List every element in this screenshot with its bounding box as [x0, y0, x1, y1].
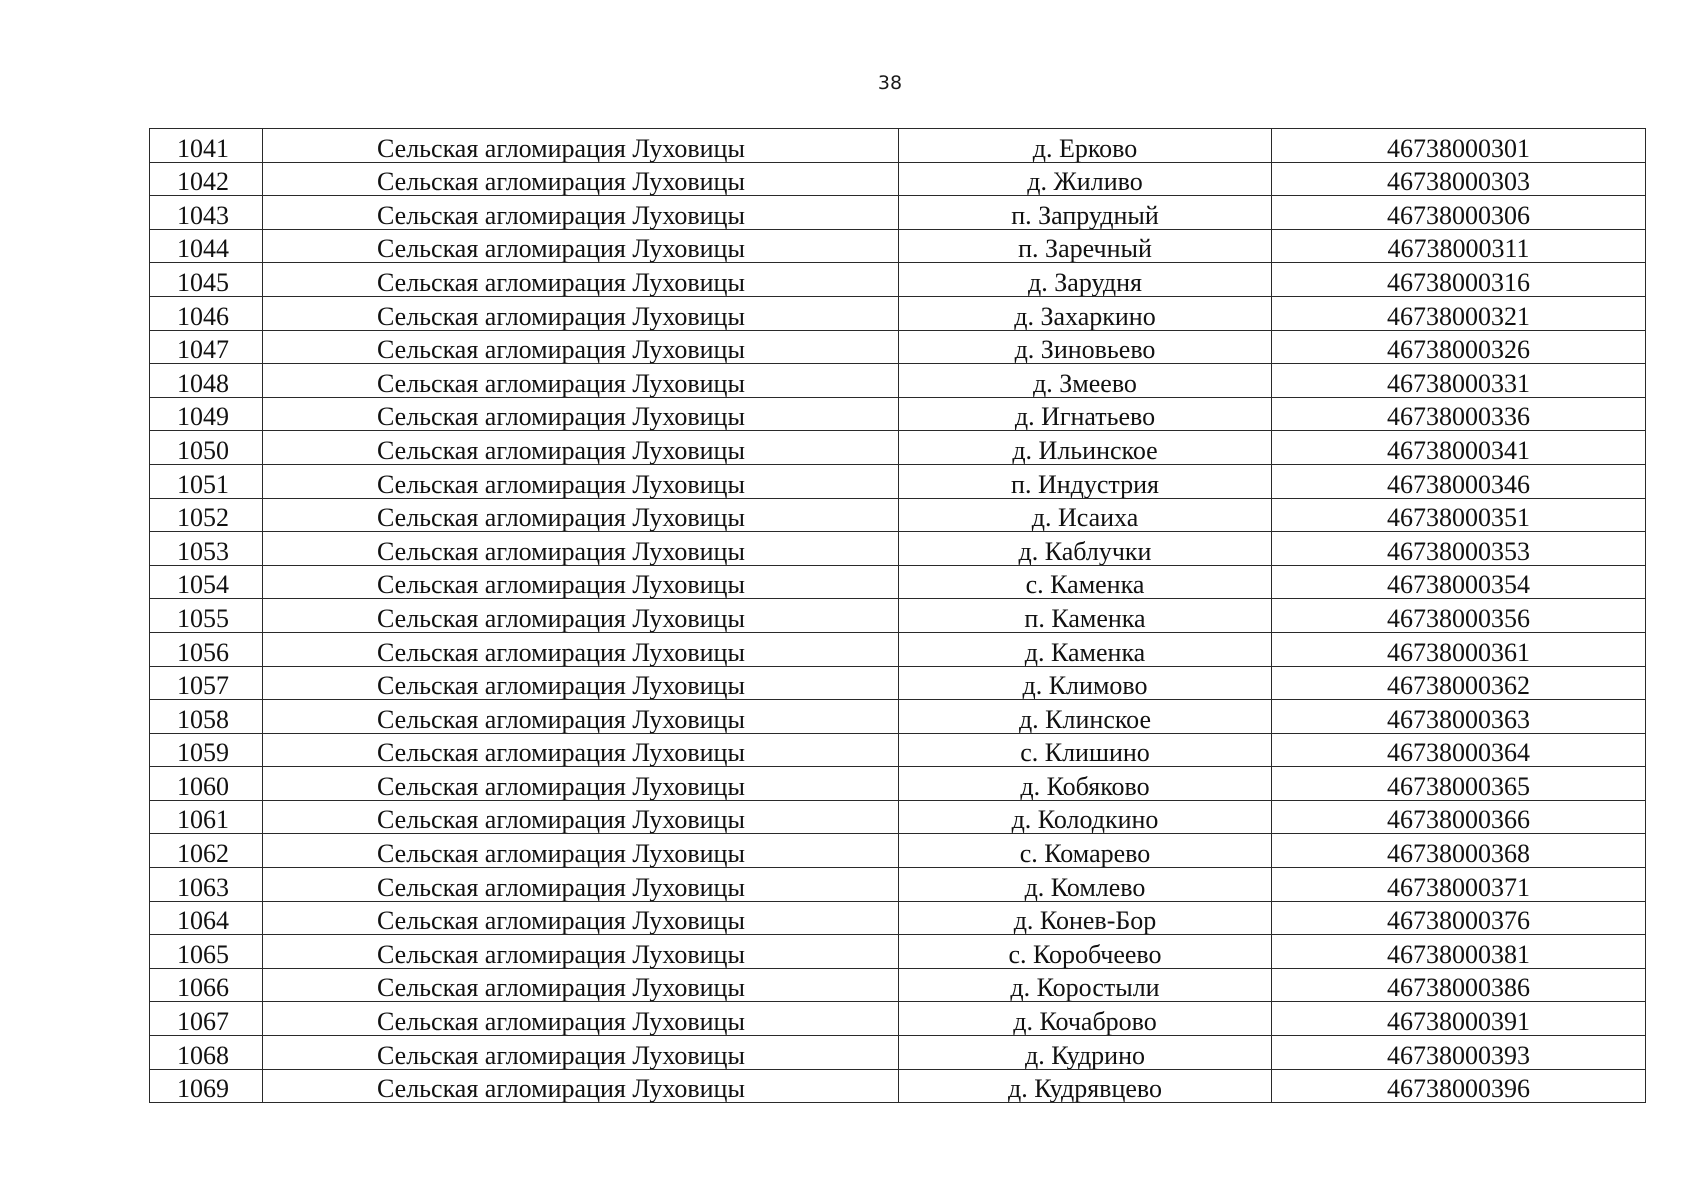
settlement-name-cell: д. Каблучки	[899, 532, 1272, 566]
oktmo-code-cell: 46738000362	[1272, 666, 1646, 700]
settlement-name-cell: п. Заречный	[899, 229, 1272, 263]
settlement-name-cell: д. Конев-Бор	[899, 901, 1272, 935]
table-row	[150, 968, 1646, 1002]
agglomeration-cell: Сельская агломирация Луховицы	[263, 901, 899, 935]
settlement-name-cell: д. Кочаброво	[899, 1002, 1272, 1036]
table-row	[150, 868, 1646, 902]
agglomeration-cell: Сельская агломирация Луховицы	[263, 162, 899, 196]
settlement-name-cell: п. Каменка	[899, 599, 1272, 633]
agglomeration-cell: Сельская агломирация Луховицы	[263, 935, 899, 969]
settlement-name-cell: с. Клишино	[899, 733, 1272, 767]
row-number-cell: 1065	[150, 935, 263, 969]
settlement-name-cell: д. Климово	[899, 666, 1272, 700]
table-row	[150, 532, 1646, 566]
oktmo-code-cell: 46738000326	[1272, 330, 1646, 364]
row-number-cell: 1068	[150, 1036, 263, 1070]
agglomeration-cell: Сельская агломирация Луховицы	[263, 599, 899, 633]
table-row	[150, 733, 1646, 767]
settlement-name-cell: д. Игнатьево	[899, 397, 1272, 431]
oktmo-code-cell: 46738000336	[1272, 397, 1646, 431]
table-row	[150, 129, 1646, 163]
oktmo-code-cell: 46738000376	[1272, 901, 1646, 935]
row-number-cell: 1066	[150, 968, 263, 1002]
settlement-name-cell: д. Ильинское	[899, 431, 1272, 465]
oktmo-code-cell: 46738000393	[1272, 1036, 1646, 1070]
agglomeration-cell: Сельская агломирация Луховицы	[263, 868, 899, 902]
row-number-cell: 1063	[150, 868, 263, 902]
agglomeration-cell: Сельская агломирация Луховицы	[263, 1036, 899, 1070]
settlement-name-cell: д. Коростыли	[899, 968, 1272, 1002]
row-number-cell: 1069	[150, 1069, 263, 1103]
row-number-cell: 1052	[150, 498, 263, 532]
agglomeration-cell: Сельская агломирация Луховицы	[263, 632, 899, 666]
row-number-cell: 1053	[150, 532, 263, 566]
table-row	[150, 599, 1646, 633]
settlement-name-cell: д. Клинское	[899, 700, 1272, 734]
row-number-cell: 1047	[150, 330, 263, 364]
table-row	[150, 196, 1646, 230]
row-number-cell: 1051	[150, 464, 263, 498]
table-row	[150, 632, 1646, 666]
oktmo-code-cell: 46738000303	[1272, 162, 1646, 196]
agglomeration-cell: Сельская агломирация Луховицы	[263, 834, 899, 868]
oktmo-code-cell: 46738000386	[1272, 968, 1646, 1002]
settlement-name-cell: д. Кудрявцево	[899, 1069, 1272, 1103]
oktmo-code-cell: 46738000368	[1272, 834, 1646, 868]
oktmo-code-cell: 46738000306	[1272, 196, 1646, 230]
settlement-name-cell: д. Каменка	[899, 632, 1272, 666]
agglomeration-cell: Сельская агломирация Луховицы	[263, 296, 899, 330]
settlement-name-cell: д. Зарудня	[899, 263, 1272, 297]
row-number-cell: 1041	[150, 129, 263, 163]
oktmo-code-cell: 46738000341	[1272, 431, 1646, 465]
row-number-cell: 1044	[150, 229, 263, 263]
row-number-cell: 1061	[150, 800, 263, 834]
row-number-cell: 1058	[150, 700, 263, 734]
oktmo-code-cell: 46738000381	[1272, 935, 1646, 969]
settlement-name-cell: д. Ерково	[899, 129, 1272, 163]
agglomeration-cell: Сельская агломирация Луховицы	[263, 666, 899, 700]
table-row	[150, 666, 1646, 700]
oktmo-code-cell: 46738000363	[1272, 700, 1646, 734]
agglomeration-cell: Сельская агломирация Луховицы	[263, 129, 899, 163]
row-number-cell: 1059	[150, 733, 263, 767]
row-number-cell: 1055	[150, 599, 263, 633]
table-row	[150, 1002, 1646, 1036]
agglomeration-cell: Сельская агломирация Луховицы	[263, 498, 899, 532]
agglomeration-cell: Сельская агломирация Луховицы	[263, 767, 899, 801]
row-number-cell: 1062	[150, 834, 263, 868]
row-number-cell: 1054	[150, 565, 263, 599]
table-row	[150, 397, 1646, 431]
row-number-cell: 1046	[150, 296, 263, 330]
settlement-name-cell: с. Комарево	[899, 834, 1272, 868]
table-row	[150, 1036, 1646, 1070]
table-row	[150, 263, 1646, 297]
table-row	[150, 834, 1646, 868]
settlement-name-cell: д. Змеево	[899, 364, 1272, 398]
agglomeration-cell: Сельская агломирация Луховицы	[263, 733, 899, 767]
settlement-name-cell: п. Запрудный	[899, 196, 1272, 230]
settlement-name-cell: с. Каменка	[899, 565, 1272, 599]
agglomeration-cell: Сельская агломирация Луховицы	[263, 263, 899, 297]
agglomeration-cell: Сельская агломирация Луховицы	[263, 229, 899, 263]
oktmo-code-cell: 46738000321	[1272, 296, 1646, 330]
table-row	[150, 498, 1646, 532]
oktmo-code-cell: 46738000361	[1272, 632, 1646, 666]
agglomeration-cell: Сельская агломирация Луховицы	[263, 431, 899, 465]
settlement-name-cell: д. Комлево	[899, 868, 1272, 902]
settlement-name-cell: п. Индустрия	[899, 464, 1272, 498]
row-number-cell: 1049	[150, 397, 263, 431]
agglomeration-cell: Сельская агломирация Луховицы	[263, 1069, 899, 1103]
table-row	[150, 935, 1646, 969]
table-row	[150, 162, 1646, 196]
agglomeration-cell: Сельская агломирация Луховицы	[263, 800, 899, 834]
oktmo-code-cell: 46738000301	[1272, 129, 1646, 163]
settlement-name-cell: д. Кудрино	[899, 1036, 1272, 1070]
table-row	[150, 330, 1646, 364]
oktmo-code-cell: 46738000351	[1272, 498, 1646, 532]
oktmo-code-cell: 46738000371	[1272, 868, 1646, 902]
oktmo-code-cell: 46738000396	[1272, 1069, 1646, 1103]
agglomeration-cell: Сельская агломирация Луховицы	[263, 968, 899, 1002]
row-number-cell: 1056	[150, 632, 263, 666]
agglomeration-cell: Сельская агломирация Луховицы	[263, 397, 899, 431]
settlement-name-cell: д. Колодкино	[899, 800, 1272, 834]
row-number-cell: 1064	[150, 901, 263, 935]
oktmo-code-cell: 46738000356	[1272, 599, 1646, 633]
settlement-table	[149, 128, 1646, 1103]
oktmo-code-cell: 46738000354	[1272, 565, 1646, 599]
settlement-name-cell: с. Коробчеево	[899, 935, 1272, 969]
table-body	[150, 129, 1646, 1103]
oktmo-code-cell: 46738000391	[1272, 1002, 1646, 1036]
oktmo-code-cell: 46738000316	[1272, 263, 1646, 297]
settlement-name-cell: д. Зиновьево	[899, 330, 1272, 364]
settlement-name-cell: д. Исаиха	[899, 498, 1272, 532]
table-row	[150, 229, 1646, 263]
agglomeration-cell: Сельская агломирация Луховицы	[263, 196, 899, 230]
agglomeration-cell: Сельская агломирация Луховицы	[263, 700, 899, 734]
settlement-name-cell: д. Захаркино	[899, 296, 1272, 330]
table-row	[150, 767, 1646, 801]
row-number-cell: 1060	[150, 767, 263, 801]
oktmo-code-cell: 46738000331	[1272, 364, 1646, 398]
settlement-name-cell: д. Кобяково	[899, 767, 1272, 801]
row-number-cell: 1045	[150, 263, 263, 297]
agglomeration-cell: Сельская агломирация Луховицы	[263, 464, 899, 498]
table-row	[150, 431, 1646, 465]
table-row	[150, 364, 1646, 398]
table-row	[150, 565, 1646, 599]
page-number: 38	[877, 72, 903, 94]
oktmo-code-cell: 46738000353	[1272, 532, 1646, 566]
table-row	[150, 700, 1646, 734]
row-number-cell: 1042	[150, 162, 263, 196]
agglomeration-cell: Сельская агломирация Луховицы	[263, 1002, 899, 1036]
row-number-cell: 1050	[150, 431, 263, 465]
agglomeration-cell: Сельская агломирация Луховицы	[263, 565, 899, 599]
table-row	[150, 464, 1646, 498]
row-number-cell: 1043	[150, 196, 263, 230]
oktmo-code-cell: 46738000366	[1272, 800, 1646, 834]
oktmo-code-cell: 46738000311	[1272, 229, 1646, 263]
table-row	[150, 800, 1646, 834]
table-row	[150, 901, 1646, 935]
table-row	[150, 296, 1646, 330]
oktmo-code-cell: 46738000346	[1272, 464, 1646, 498]
table-row	[150, 1069, 1646, 1103]
agglomeration-cell: Сельская агломирация Луховицы	[263, 330, 899, 364]
agglomeration-cell: Сельская агломирация Луховицы	[263, 532, 899, 566]
agglomeration-cell: Сельская агломирация Луховицы	[263, 364, 899, 398]
oktmo-code-cell: 46738000364	[1272, 733, 1646, 767]
settlement-name-cell: д. Жиливо	[899, 162, 1272, 196]
row-number-cell: 1067	[150, 1002, 263, 1036]
row-number-cell: 1048	[150, 364, 263, 398]
oktmo-code-cell: 46738000365	[1272, 767, 1646, 801]
row-number-cell: 1057	[150, 666, 263, 700]
